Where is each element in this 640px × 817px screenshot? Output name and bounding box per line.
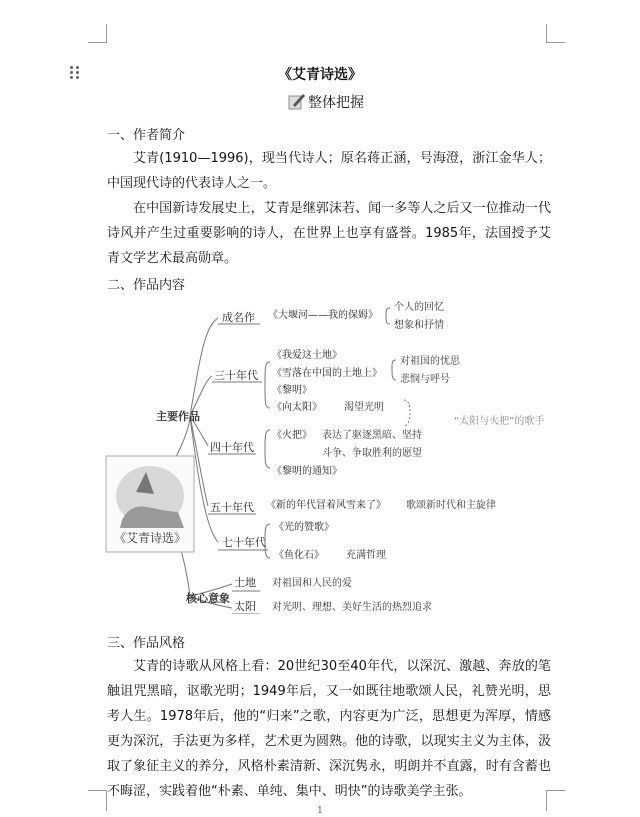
s30-poem2: 《雪落在中国的土地上》 (272, 368, 382, 379)
s50-poem1: 《新的年代冒着风雪来了》 (266, 500, 386, 511)
crop-mark-top-left (88, 24, 107, 43)
s40-poem1-note2: 斗争、争取胜利的愿望 (322, 448, 422, 459)
image-land: 土地 (234, 576, 256, 589)
page-number: 1 (317, 806, 323, 816)
pen-icon (288, 92, 306, 110)
cmz-note2: 想象和抒情 (394, 320, 444, 331)
singer-label: “太阳与火把”的歌手 (454, 416, 545, 427)
heading-content: 二、作品内容 (107, 278, 186, 293)
image-sun: 太阳 (234, 600, 256, 613)
node-main-works: 主要作品 (156, 410, 200, 423)
cmz-poem: 《大堰河——我的保姆》 (268, 310, 378, 321)
heading-style: 三、作品风格 (107, 636, 186, 651)
s70-poem2: 《鱼化石》 (274, 550, 324, 561)
cmz-note1: 个人的回忆 (394, 302, 444, 313)
s40-poem1-note1: 表达了驱逐黑暗、坚持 (322, 430, 422, 441)
node-1940s: 四十年代 (210, 441, 254, 454)
node-1930s: 三十年代 (214, 369, 258, 382)
image-sun-note: 对光明、理想、美好生活的热烈追求 (272, 602, 432, 613)
section-subtitle (288, 92, 364, 112)
image-land-note: 对祖国和人民的爱 (272, 578, 352, 589)
heading-author: 一、作者简介 (107, 128, 186, 143)
node-1970s: 七十年代 (222, 536, 266, 549)
s30-note1: 对祖国的忧思 (400, 356, 460, 367)
paragraph-author-influence: 在中国新诗发展史上，艾青是继郭沫若、闻一多等人之后又一位推动一代诗风并产生过重要影响的诗人，在世界上也享有盛誉。1985年，法国授予艾青文学艺术最高勋章。 (107, 201, 551, 266)
center-label: 《艾青诗选》 (113, 531, 187, 545)
s70-poem1: 《光的赞歌》 (274, 522, 334, 533)
s30-note2: 悲悯与呼号 (400, 374, 450, 385)
s30-poem4: 《向太阳》 (272, 402, 322, 413)
s50-note: 歌颂新时代和主旋律 (406, 500, 496, 511)
s30-poem4-note: 渴望光明 (344, 402, 384, 413)
s40-poem1: 《火把》 (272, 430, 312, 441)
node-chengmingzuo: 成名作 (222, 311, 255, 324)
paragraph-style: 艾青的诗歌从风格上看：20世纪30至40年代，以深沉、激越、奔放的笔触诅咒黑暗，讴歌光明；1949年后，又一如既往地歌颂人民，礼赞光明，思考人生。1978年后，他的“归来”之歌，内容更为广泛，思想更为浑厚，情感更为深沉，手法更为多样，艺术更为圆熟。他的诗歌，以现实主义为主体，汲取了象征主义的养分，风格朴素清新、深沉隽永，明朗并不直露，时有含蓄也不晦涩，实践着他“朴素、单纯、集中、明快”的诗歌美学主张。 (107, 659, 551, 799)
s30-poem3: 《黎明》 (272, 385, 312, 396)
s30-poem1: 《我爱这土地》 (272, 350, 342, 361)
subtitle-text: 整体把握 (308, 95, 364, 111)
node-core-images: 核心意象 (186, 592, 230, 605)
s70-poem2-note: 充满哲理 (346, 550, 386, 561)
crop-mark-top-right (546, 24, 565, 43)
node-1950s: 五十年代 (210, 501, 254, 514)
paragraph-author-intro: 艾青(1910—1996)，现当代诗人；原名蒋正涵，号海澄，浙江金华人；中国现代诗的代表诗人之一。 (107, 151, 551, 191)
s40-poem2: 《黎明的通知》 (272, 466, 342, 477)
document-title: 《艾青诗选》 (278, 67, 362, 83)
mind-map (100, 296, 560, 614)
